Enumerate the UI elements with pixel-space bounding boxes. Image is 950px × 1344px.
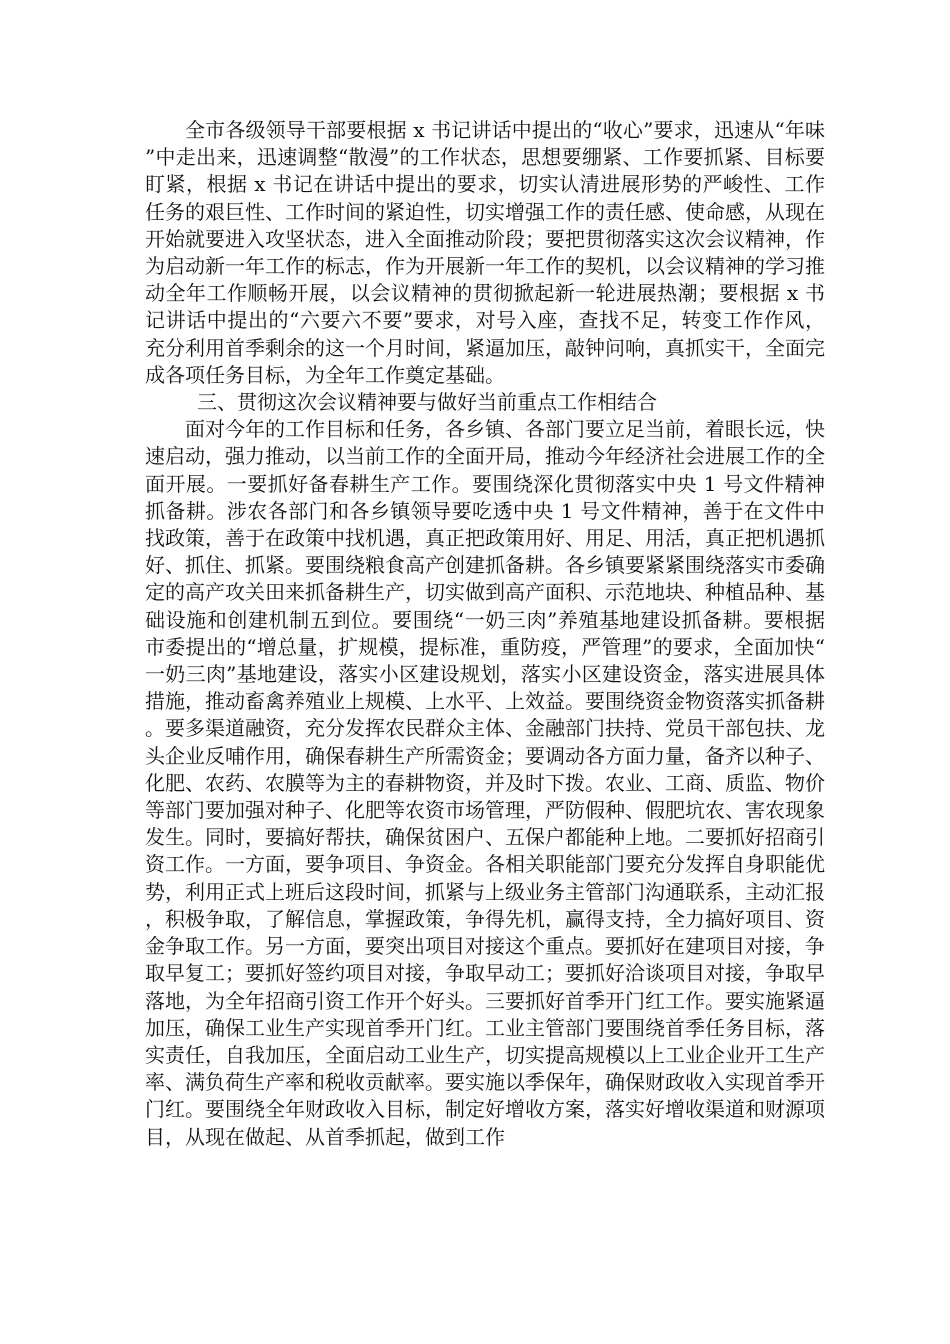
document-body xyxy=(145,117,825,1151)
section-heading: 三、贯彻这次会议精神要与做好当前重点工作相结合 xyxy=(197,390,657,415)
paragraph-2: 面对今年的工作目标和任务，各乡镇、各部门要立足当前，着眼长远，快速启动，强力推动，以当前工作的全面开局，推动今年经济社会进展工作的全面开展。一要抓好备春耕生产工作。要围绕深化贯彻落实中央 1 号文件精神抓备耕。涉农各部门和各乡镇领导要吃透中央 1 号文件精神，善于在文件中找政策，善于在政策中找机遇，真正把政策用好、用足、用活，真正把机遇抓好、抓住、抓紧。要围绕粮食高产创建抓备耕。各乡镇要紧紧围绕落实市委确定的高产攻关田来抓备耕生产，切实做到高产面积、示范地块、种植品种、基础设施和创建机制五到位。要围绕“一奶三肉”养殖基地建设抓备耕。要根据市委提出的“增总量，扩规模，提标准，重防疫，严管理”的要求，全面加快“一奶三肉”基地建设，落实小区建设规划，落实小区建设资金，落实进展具体措施，推动畜禽养殖业上规模、上水平、上效益。要围绕资金物资落实抓备耕。要多渠道融资，充分发挥农民群众主体、金融部门扶持、党员干部包扶、龙头企业反哺作用，确保春耕生产所需资金；要调动各方面力量，备齐以种子、化肥、农药、农膜等为主的春耕物资，并及时下拨。农业、工商、质监、物价等部门要加强对种子、化肥等农资市场管理，严防假种、假肥坑农、害农现象发生。同时，要搞好帮扶，确保贫困户、五保户都能种上地。二要抓好招商引资工作。一方面，要争项目、争资金。各相关职能部门要充分发挥自身职能优势，利用正式上班后这段时间，抓紧与上级业务主管部门沟通联系，主动汇报，积极争取，了解信息，掌握政策，争得先机，赢得支持，全力搞好项目、资金争取工作。另一方面，要突出项目对接这个重点。要抓好在建项目对接，争取早复工；要抓好签约项目对接，争取早动工；要抓好洽谈项目对接，争取早落地，为全年招商引资工作开个好头。三要抓好首季开门红工作。要实施紧逼加压，确保工业生产实现首季开门红。工业主管部门要围绕首季任务目标，落实责任，自我加压，全面启动工业生产，切实提高规模以上工业企业开工生产率、满负荷生产率和税收贡献率。要实施以季保年，确保财政收入实现首季开门红。要围绕全年财政收入目标，制定好增收方案，落实好增收渠道和财源项目，从现在做起、从首季抓起，做到工作 xyxy=(145,417,825,1149)
paragraph-1: 全市各级领导干部要根据 x 书记讲话中提出的“收心”要求，迅速从“年味”中走出来，迅速调整“散漫”的工作状态，思想要绷紧、工作要抓紧、目标要盯紧，根据 x 书记在讲话中提出的要求，切实认清进展形势的严峻性、工作任务的艰巨性、工作时间的紧迫性，切实增强工作的责任感、使命感，从现在开始就要进入攻坚状态，进入全面推动阶段；要把贯彻落实这次会议精神，作为启动新一年工作的标志，作为开展新一年工作的契机，以会议精神的学习推动全年工作顺畅开展，以会议精神的贯彻掀起新一轮进展热潮；要根据 x 书记讲话中提出的“六要六不要”要求，对号入座，查找不足，转变工作作风，充分利用首季剩余的这一个月时间，紧逼加压，敲钟问响，真抓实干，全面完成各项任务目标，为全年工作奠定基础。 xyxy=(145,118,825,387)
